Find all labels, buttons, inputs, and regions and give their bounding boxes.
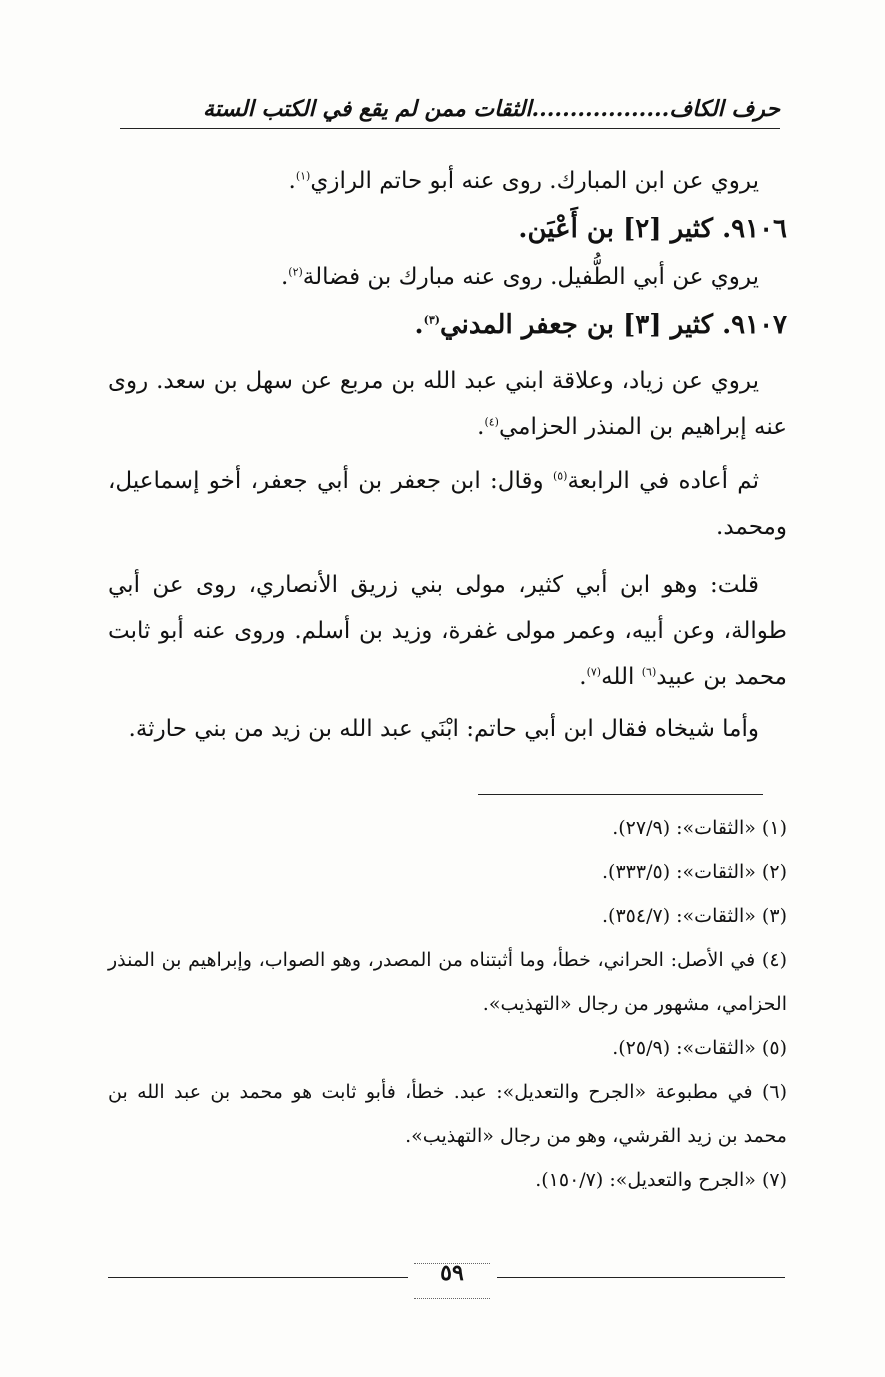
paragraph: وأما شيخاه فقال ابن أبي حاتم: ابْنَي عبد الله بن زيد من بني حارثة. bbox=[128, 716, 759, 742]
footnote: (٤) في الأصل: الحراني، خطأ، وما أثبتناه من المصدر، وهو الصواب، وإبراهيم بن المنذر الحزامي، مشهور من رجال «التهذيب». bbox=[108, 949, 787, 1015]
footer-rule-left bbox=[108, 1277, 408, 1278]
footer-rule-right bbox=[497, 1277, 785, 1278]
footnote-ref: (١) bbox=[295, 169, 311, 183]
footnotes bbox=[108, 806, 787, 1202]
footnote-separator bbox=[478, 794, 763, 795]
text-line: يروي عن ابن المبارك. روى عنه أبو حاتم الرازي$^{(١)}$. bbox=[288, 168, 759, 194]
footnote-ref: (٢) bbox=[288, 265, 303, 279]
running-header bbox=[120, 96, 780, 129]
footnote: (٦) في مطبوعة «الجرح والتعديل»: عبد. خطأ، فأبو ثابت هو محمد بن عبد الله بن محمد بن زيد القرشي، وهو من رجال «التهذيب». bbox=[108, 1081, 787, 1147]
footnote: (٧) «الجرح والتعديل»: (١٥٠/٧). bbox=[535, 1169, 787, 1191]
footnote-ref: (٥) bbox=[552, 469, 568, 483]
header-book-title: الثقات ممن لم يقع في الكتب الستة bbox=[202, 96, 532, 122]
text-line: يروي عن أبي الطُّفيل. روى عنه مبارك بن فضالة$^{(٢)}$. bbox=[280, 264, 759, 290]
footnote: (٣) «الثقات»: (٣٥٤/٧). bbox=[602, 905, 787, 927]
page-number: ٥٩ bbox=[440, 1260, 464, 1286]
footnote-ref: (٦) bbox=[641, 665, 657, 679]
entry-heading: ٩١٠٧. كثير [٣] بن جعفر المدني$^{(٣)}$. bbox=[414, 310, 787, 340]
paragraph: ثم أعاده في الرابعة$^{(٥)}$ وقال: ابن جعفر بن أبي جعفر، أخو إسماعيل، ومحمد. bbox=[108, 468, 787, 540]
footnote-ref: (٧) bbox=[586, 665, 602, 679]
footnote: (١) «الثقات»: (٢٧/٩). bbox=[612, 817, 787, 839]
entry-heading: ٩١٠٦. كثير [٢] بن أَعْيَن. bbox=[518, 214, 787, 244]
footnote: (٥) «الثقات»: (٢٥/٩). bbox=[612, 1037, 787, 1059]
paragraph: يروي عن زياد، وعلاقة ابني عبد الله بن مربع عن سهل بن سعد. روى عنه إبراهيم بن المنذر الحزامي$^{(٤)}$. bbox=[108, 368, 787, 440]
paragraph: قلت: وهو ابن أبي كثير، مولى بني زريق الأنصاري، روى عن أبي طوالة، وعن أبيه، وعمر مولى غفرة، وزيد بن أسلم. وروى عنه أبو ثابت محمد بن عبيد$^{(٦)}$ الله$^{(٧)}$. bbox=[108, 572, 787, 690]
header-dots: .................. bbox=[531, 96, 670, 122]
header-chapter: حرف الكاف bbox=[669, 96, 780, 122]
main-text bbox=[108, 158, 787, 752]
footnote-ref: (٤) bbox=[484, 415, 499, 429]
footnote-ref: (٣) bbox=[423, 313, 440, 327]
footnote: (٢) «الثقات»: (٣٣٣/٥). bbox=[602, 861, 787, 883]
